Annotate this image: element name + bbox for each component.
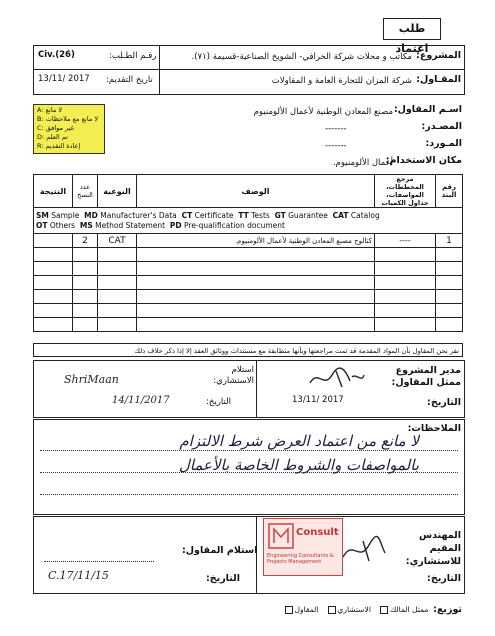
resident-signature xyxy=(339,535,389,565)
legend-item: A: لا مانع xyxy=(37,106,63,114)
pm-label: مدير المشروع ممثل المقاول: xyxy=(391,365,461,388)
code: MS xyxy=(79,220,93,230)
code: CAT xyxy=(332,210,349,220)
table-row xyxy=(34,304,463,318)
remarks-line-2: بالمواصفات والشروط الخاصة بالأعمال xyxy=(178,456,419,474)
form-title: طلب اعتماد xyxy=(383,18,441,40)
resident-date-label: التاريخ: xyxy=(427,573,461,584)
cell-description: كتالوج مصنع المعادن الوطنية لأعمال الألومنيوم. xyxy=(137,234,375,248)
items-table xyxy=(33,174,463,332)
contractor-label: المقـاول: xyxy=(416,74,461,85)
code: GT xyxy=(274,210,286,220)
distribution xyxy=(283,604,462,615)
consult-receipt-label: استلام الاستشاري: xyxy=(213,365,254,386)
cell-type: CAT xyxy=(98,234,137,248)
supplier-label: المـورد: xyxy=(425,138,462,149)
submit-date-label: تاريخ التقديم: xyxy=(106,75,153,85)
legend-item: D: تم العلم xyxy=(37,133,68,141)
request-no-label: رقـم الطـلب: xyxy=(109,51,157,61)
pm-signature xyxy=(306,367,366,389)
table-row xyxy=(34,318,463,332)
contractor-name-label: اسـم المقاول: xyxy=(393,104,462,115)
checkbox-owner[interactable] xyxy=(380,606,388,614)
header-spec-ref: مرجع المخططات، المواصفات، جداول الكميات xyxy=(375,175,436,208)
supplier-value: ------- xyxy=(325,141,347,151)
table-row xyxy=(34,290,463,304)
codes-row xyxy=(34,208,463,234)
header-type: النوعية xyxy=(98,175,137,208)
code-text: Tests xyxy=(251,210,270,220)
remarks-box xyxy=(33,419,465,515)
distribution-label: توزيع: xyxy=(433,604,462,615)
code-text: Method Statement xyxy=(95,220,166,230)
contractor-name-value: مصنع المعادن الوطنية لأعمال الألومنيوم xyxy=(253,107,393,117)
code: MD xyxy=(84,210,98,220)
checkbox-consultant[interactable] xyxy=(328,606,336,614)
resident-label: المهندس المقيم للاستشاري: xyxy=(405,530,461,567)
company-stamp xyxy=(263,518,343,576)
bottom-signatures xyxy=(33,516,465,594)
code: TT xyxy=(238,210,249,220)
code-text: Certificate xyxy=(194,210,234,220)
code-text: Pre-qualification document xyxy=(184,220,285,230)
status-legend xyxy=(33,104,105,154)
contractor-value: شركة المزان للتجارة العامة و المقاولات xyxy=(271,76,412,86)
project-label: المشروع: xyxy=(416,50,461,61)
legend-item: C: غير موافق xyxy=(37,124,74,132)
code: OT xyxy=(36,220,48,230)
distribution-item: المقاول xyxy=(294,605,319,614)
stamp-name: Consult xyxy=(296,527,339,538)
table-row xyxy=(34,248,463,262)
signature-block xyxy=(33,360,465,418)
code: SM xyxy=(36,210,49,220)
header-result: النتيجة xyxy=(34,175,73,208)
cell-result xyxy=(34,234,73,248)
code: PD xyxy=(169,220,182,230)
usage-value: أعمال الألومنيوم. xyxy=(332,158,393,168)
remarks-line-1: لا مانع من اعتماد العرض شرط الالتزام xyxy=(179,432,419,450)
table-row xyxy=(34,234,463,248)
distribution-item: ممثل المالك xyxy=(390,605,429,614)
request-no-value: Civ.(26) xyxy=(38,50,75,60)
distribution-item: الاستشاري xyxy=(337,605,371,614)
codes-legend xyxy=(34,208,463,234)
submit-date-value: 13/11/ 2017 xyxy=(38,74,90,84)
consult-signature: ShriMaan xyxy=(64,373,119,386)
pm-date-value: 13/11/ 2017 xyxy=(292,395,344,405)
code: CT xyxy=(181,210,193,220)
declaration: نقر نحن المقاول بأن المواد المقدمة قد تمت مراجعتها وبأنها متطابقة مع مستندات ووثائق العقد إلا إذا ذكر خلاف ذلك xyxy=(33,343,463,357)
stamp-subtitle: Engineering Consultants & Projects Management xyxy=(267,553,334,565)
contractor-date-label: التاريخ: xyxy=(206,573,240,584)
cell-item-no: 1 xyxy=(436,234,463,248)
contractor-date-value: C.17/11/15 xyxy=(48,569,109,582)
source-value: ------- xyxy=(325,124,347,134)
project-value: مكاتب و محلات شركة الخرافي- الشويخ الصناعية-قسيمة (٧١). xyxy=(191,52,412,62)
header-item-no: رقم البند xyxy=(436,175,463,208)
table-header-row xyxy=(34,175,463,208)
code-text: Sample xyxy=(51,210,80,220)
legend-item: R: إعادة التقديم xyxy=(37,142,81,150)
header-box xyxy=(33,45,465,95)
code-text: Others xyxy=(49,220,76,230)
consult-date-value: 14/11/2017 xyxy=(112,395,170,406)
cell-copies: 2 xyxy=(73,234,98,248)
stamp-logo-icon xyxy=(268,523,294,549)
consult-date-label: التاريخ: xyxy=(206,397,231,407)
source-label: المصـدر: xyxy=(421,121,462,132)
contractor-receipt-label: استلام المقاول: xyxy=(182,545,258,556)
header-description: الوصف xyxy=(137,175,375,208)
remarks-label: الملاحظات: xyxy=(407,423,461,434)
checkbox-contractor[interactable] xyxy=(285,606,293,614)
code-text: Manufacturer's Data xyxy=(100,210,177,220)
legend-item: B: لا مانع مع ملاحظات xyxy=(37,115,99,123)
table-row xyxy=(34,276,463,290)
code-text: Catalog xyxy=(350,210,380,220)
table-row xyxy=(34,262,463,276)
code-text: Guarantee xyxy=(288,210,328,220)
header-copies: عدد النسخ xyxy=(73,175,98,208)
pm-date-label: التاريخ: xyxy=(427,397,461,408)
usage-label: مكان الاستخدام: xyxy=(385,155,462,166)
cell-spec-ref: ---- xyxy=(375,234,436,248)
